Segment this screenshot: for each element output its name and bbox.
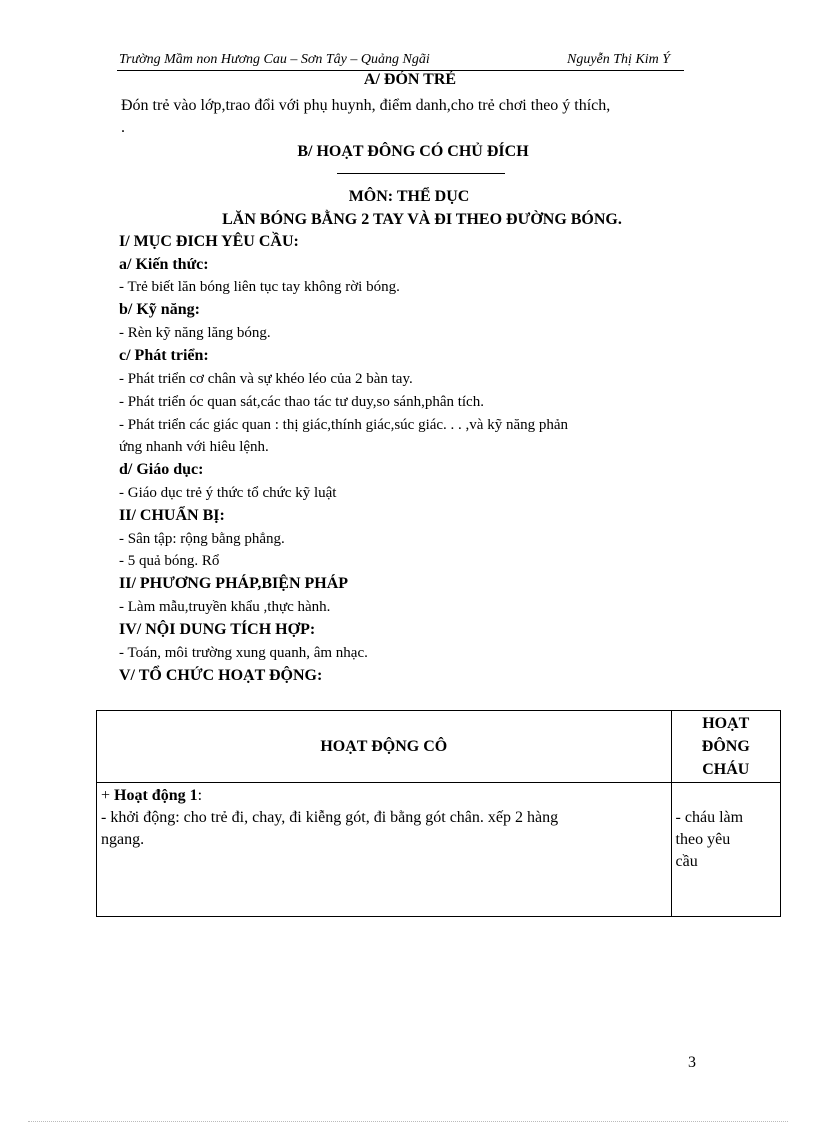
edu-item: - Giáo dục trẻ ý thức tổ chức kỹ luật	[119, 485, 337, 501]
integ-item: - Toán, môi trường xung quanh, âm nhạc.	[119, 645, 368, 661]
col-header-child-line-1: HOẠT	[702, 715, 750, 732]
activity-heading	[101, 785, 667, 807]
prep-item-1: - Sân tập: rộng bằng phẳng.	[119, 531, 285, 547]
table-header-row	[97, 711, 781, 783]
method-title: II/ PHƯƠNG PHÁP,BIỆN PHÁP	[119, 575, 349, 592]
section-b-title-wrap	[0, 143, 816, 161]
dev-item-3a: - Phát triển các giác quan : thị giác,thính giác,súc giác. . . ,và kỹ năng phản	[119, 417, 569, 433]
method-item: - Làm mẫu,truyền khẩu ,thực hành.	[119, 599, 331, 615]
col-header-teacher	[97, 711, 672, 783]
section-a-title	[0, 71, 816, 89]
subject-title: MÔN: THỂ DỤC	[348, 188, 470, 205]
header-school: Trường Mầm non Hương Cau – Sơn Tây – Quảng Ngãi	[119, 52, 430, 67]
activity-colon: :	[197, 787, 203, 804]
prep-title: II/ CHUẨN BỊ:	[119, 507, 225, 524]
child-text-1: - cháu làm	[675, 809, 744, 826]
teacher-activity-cell	[97, 783, 672, 917]
page-bottom-divider	[28, 1121, 788, 1122]
integ-title: IV/ NỘI DUNG TÍCH HỢP:	[119, 621, 316, 638]
child-activity-cell	[671, 783, 780, 917]
activity-text-2: ngang.	[101, 831, 145, 848]
skill-item: - Rèn kỹ năng lăng bóng.	[119, 325, 271, 341]
col-header-teacher-label: HOẠT ĐỘNG CÔ	[320, 737, 448, 755]
dev-item-1: - Phát triển cơ chân và sự khéo léo của 2 bàn tay.	[119, 371, 413, 387]
dev-item-2: - Phát triển óc quan sát,các thao tác tư duy,so sánh,phân tích.	[119, 394, 484, 410]
dev-title: c/ Phát triển:	[119, 347, 209, 364]
subject-title-wrap	[0, 188, 816, 206]
prep-item-2: - 5 quả bóng. Rổ	[119, 553, 220, 569]
col-header-child-line-3: CHÁU	[702, 761, 750, 778]
activity-text-1: - khởi động: cho trẻ đi, chay, đi kiễng gót, đi bằng gót chân. xếp 2 hàng	[101, 809, 559, 826]
activity-prefix: +	[101, 787, 115, 804]
skill-title: b/ Kỹ năng:	[119, 301, 200, 318]
page-number: 3	[688, 1054, 696, 1071]
section-b-title: B/ HOẠT ĐÔNG CÓ CHỦ ĐÍCH	[297, 143, 529, 160]
dev-item-3b: ứng nhanh với hiêu lệnh.	[119, 439, 269, 455]
org-title: V/ TỔ CHỨC HOẠT ĐỘNG:	[119, 667, 323, 684]
req-title: I/ MỤC ĐICH YÊU CẦU:	[119, 233, 299, 250]
section-a-trailing: .	[121, 119, 125, 136]
lesson-title-wrap	[0, 211, 816, 229]
section-b-rule	[337, 173, 505, 174]
col-header-child	[671, 711, 780, 783]
table-row	[97, 783, 781, 917]
header-author: Nguyễn Thị Kim Ý	[567, 52, 671, 67]
knowledge-item: - Trẻ biết lăn bóng liên tục tay không rời bóng.	[119, 279, 400, 295]
section-a-title-text: A/ ĐÓN TRẺ	[363, 71, 457, 88]
lesson-title: LĂN BÓNG BẰNG 2 TAY VÀ ĐI THEO ĐƯỜNG BÓNG.	[222, 211, 622, 228]
section-a-text: Đón trẻ vào lớp,trao đổi với phụ huynh, điểm danh,cho trẻ chơi theo ý thích,	[121, 97, 611, 114]
child-text-3: cầu	[675, 853, 698, 870]
activity-table	[96, 710, 781, 917]
activity-title: Hoạt động 1	[114, 787, 198, 804]
col-header-child-line-2: ĐÔNG	[701, 738, 750, 755]
child-text-2: theo yêu	[675, 831, 731, 848]
knowledge-title: a/ Kiến thức:	[119, 256, 209, 273]
edu-title: d/ Giáo dục:	[119, 461, 204, 478]
